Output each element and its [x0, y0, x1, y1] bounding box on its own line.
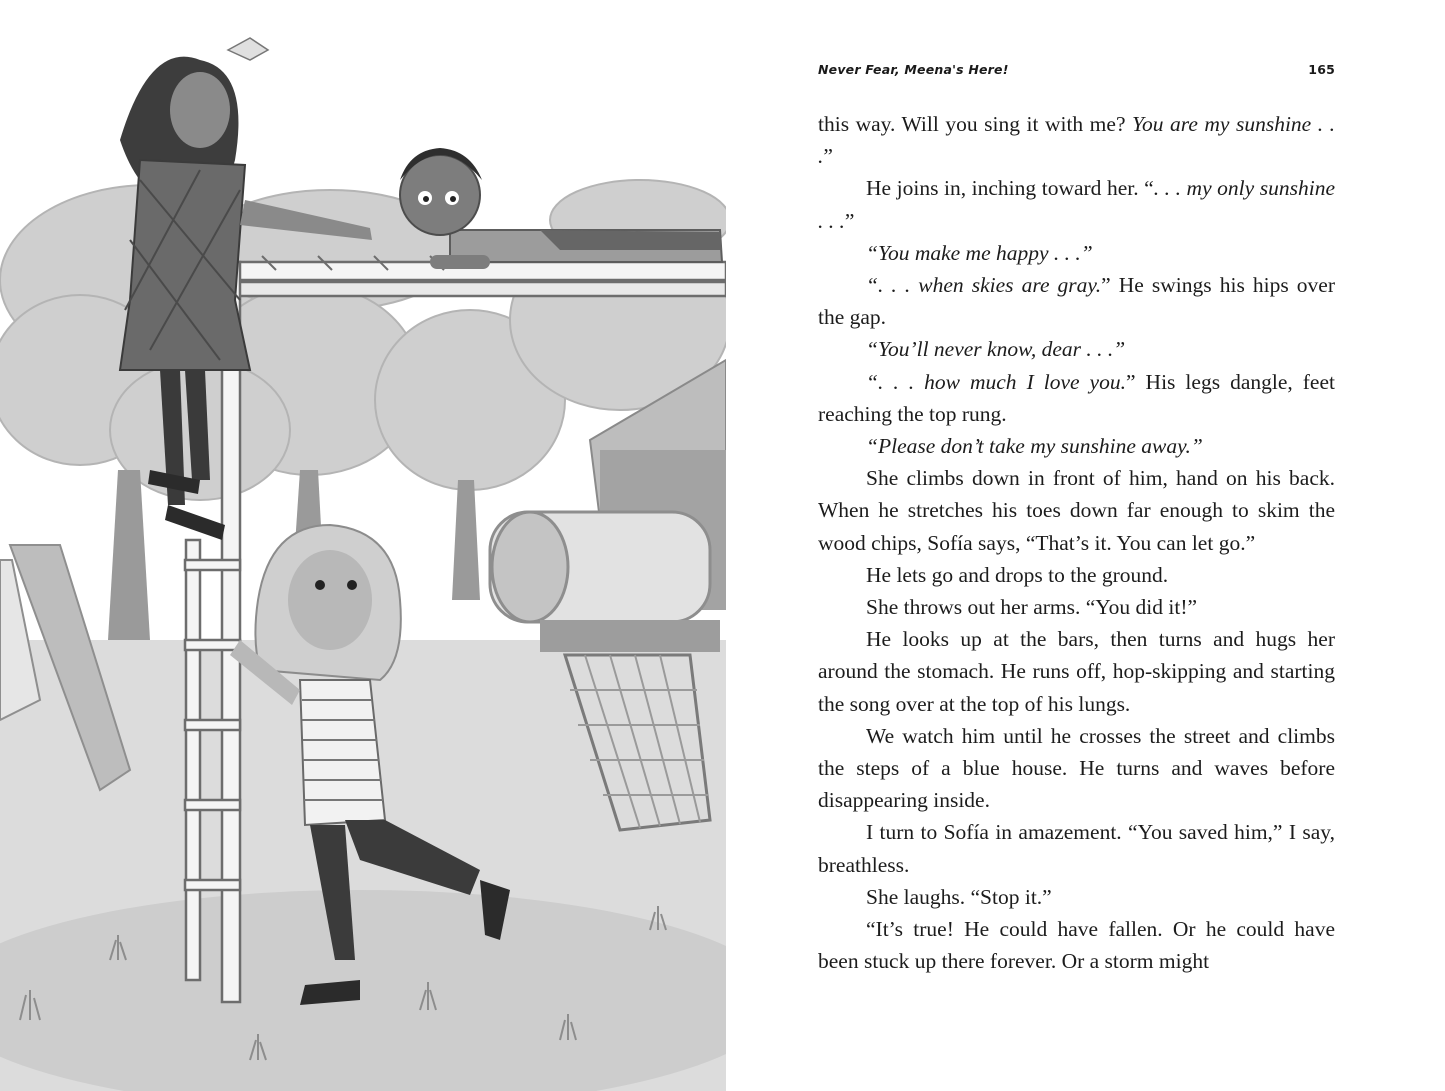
text-run: He joins in, inching toward her. “ [866, 176, 1154, 201]
paragraph [818, 591, 1335, 623]
paragraph [818, 913, 1335, 977]
chapter-title: Never Fear, Meena's Here! [818, 62, 1009, 77]
text-run: We watch him until he crosses the street and climbs the steps of a blue house. He turns and waves before disappearing inside. [818, 723, 1335, 813]
paragraph [818, 559, 1335, 591]
italic-text: You are my sunshine . . . [818, 112, 1335, 169]
paragraph [818, 430, 1335, 462]
body-text [818, 108, 1335, 977]
text-page [726, 0, 1445, 1091]
text-run: this way. Will you sing it with me? [818, 112, 1133, 136]
paragraph [818, 720, 1335, 817]
text-run: I turn to Sofía in amazement. “You saved him,” I say, breathless. [818, 820, 1335, 877]
italic-text: “. . . how much I love you. [866, 369, 1126, 394]
paragraph [818, 269, 1335, 333]
text-run: He looks up at the bars, then turns and hugs her around the stomach. He runs off, hop-skipping and starting the song over at the top of his lungs. [818, 627, 1335, 716]
text-run: He lets go and drops to the ground. [866, 562, 1169, 587]
paragraph [818, 333, 1335, 365]
paragraph [818, 172, 1335, 236]
paragraph [818, 237, 1335, 269]
text-run: ” [844, 208, 855, 233]
text-run: ” [823, 144, 833, 169]
italic-text: “You’ll never know, dear . . .” [866, 337, 1126, 362]
text-run: She laughs. “Stop it.” [866, 884, 1052, 909]
page-number: 165 [1308, 62, 1335, 77]
running-head [818, 62, 1335, 77]
italic-text: “You make me happy . . .” [866, 240, 1093, 265]
text-run: ” He swings his hips over the gap. [818, 273, 1335, 330]
italic-text: . . . my only sunshine . . . [818, 176, 1336, 233]
paragraph [818, 623, 1335, 720]
paragraph [818, 108, 1335, 172]
paragraph [818, 462, 1335, 559]
text-run: She climbs down in front of him, hand on his back. When he stretches his toes down far enough to skim the wood chips, Sofía says, “That’s it. You can let go.” [818, 466, 1335, 555]
paragraph [818, 366, 1335, 430]
paragraph [818, 881, 1335, 913]
text-run: She throws out her arms. “You did it!” [866, 595, 1198, 620]
italic-text: “Please don’t take my sunshine away.” [866, 434, 1203, 459]
text-run: “It’s true! He could have fallen. Or he could have been stuck up there forever. Or a storm might [818, 917, 1335, 974]
italic-text: “. . . when skies are gray. [866, 273, 1102, 298]
paragraph [818, 816, 1335, 880]
text-run: ” His legs dangle, feet reaching the top rung. [818, 369, 1335, 426]
